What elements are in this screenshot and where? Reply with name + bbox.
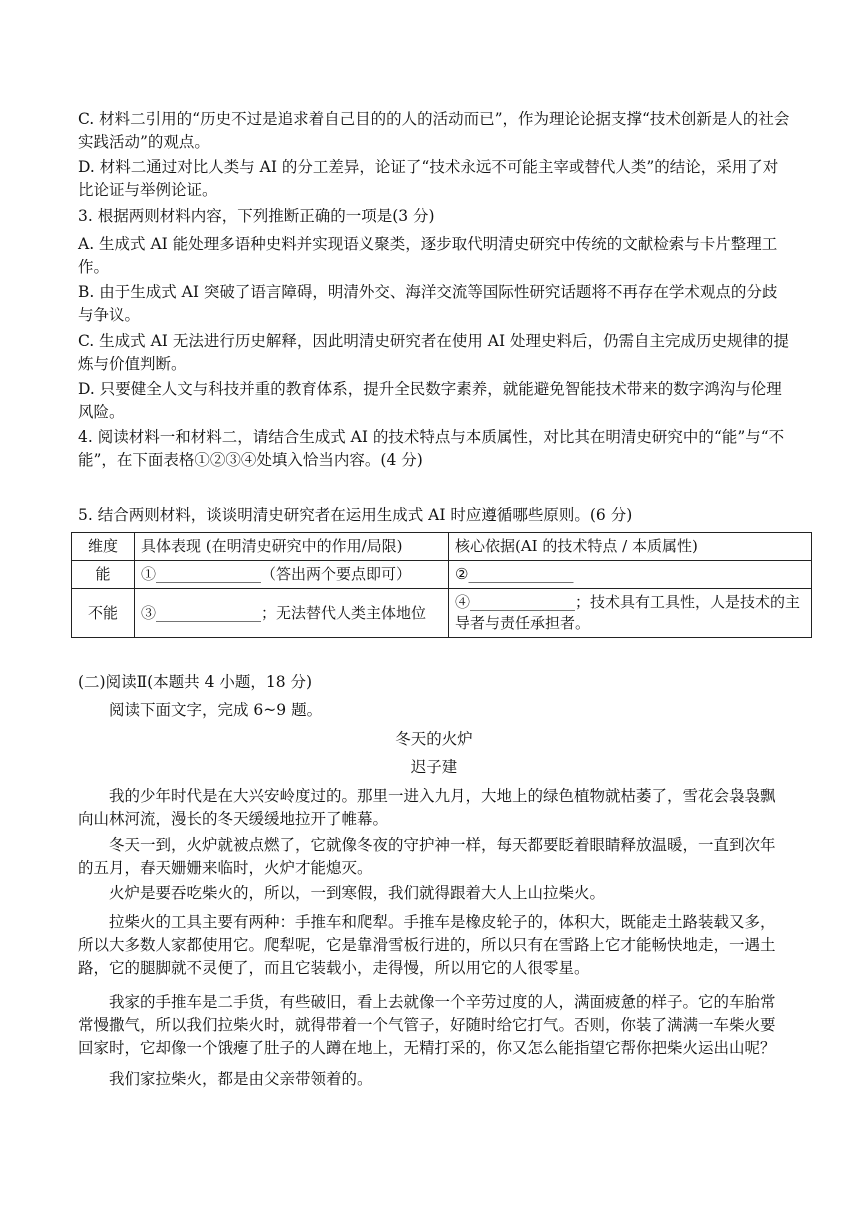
- table-cell: ②______________: [449, 561, 812, 589]
- option-3a: A. 生成式 AI 能处理多语种史料并实现语义聚类，逐步取代明清史研究中传统的文献检索与卡片整理工作。: [78, 235, 778, 276]
- table-row: [72, 589, 812, 638]
- table-row: [72, 561, 812, 589]
- option-2c: C. 材料二引用的“历史不过是追求着自己目的的人的活动而已”，作为理论论据支撑“技术创新是人的社会实践活动”的观点。: [78, 110, 790, 151]
- table-header-cell: 维度: [72, 533, 135, 561]
- story-paragraph: 拉柴火的工具主要有两种：手推车和爬犁。手推车是橡皮轮子的，体积大，既能走土路装载又多，所以大多数人家都使用它。爬犁呢，它是靠滑雪板行进的，所以只有在雪路上它才能畅快地走，一遇土路，它的腿脚就不灵便了，而且它装载小，走得慢，所以用它的人很零星。: [78, 913, 776, 977]
- story-author: 迟子建: [410, 758, 458, 776]
- table-header-cell: 核心依据(AI 的技术特点 / 本质属性): [449, 533, 812, 561]
- story-paragraph: 我的少年时代是在大兴安岭度过的。那里一进入九月，大地上的绿色植物就枯萎了，雪花会袅袅飘向山林河流，漫长的冬天缓缓地拉开了帷幕。: [78, 787, 776, 828]
- section-heading: (二)阅读Ⅱ(本题共 4 小题，18 分): [78, 673, 313, 691]
- answer-table: [71, 532, 812, 638]
- table-cell: ①______________（答出两个要点即可）: [135, 561, 449, 589]
- option-2d: D. 材料二通过对比人类与 AI 的分工差异，论证了“技术永远不可能主宰或替代人类”的结论，采用了对比论证与举例论证。: [78, 158, 779, 199]
- story-paragraph: 我们家拉柴火，都是由父亲带领着的。: [109, 1070, 373, 1088]
- question-3: 3. 根据两则材料内容，下列推断正确的一项是(3 分): [78, 207, 435, 225]
- table-cell: ③______________；无法替代人类主体地位: [135, 589, 449, 638]
- table-header-cell: 具体表现 (在明清史研究中的作用/局限): [135, 533, 449, 561]
- option-3b: B. 由于生成式 AI 突破了语言障碍，明清外交、海洋交流等国际性研究话题将不再存在学术观点的分歧与争议。: [78, 283, 778, 324]
- question-5: 5. 结合两则材料，谈谈明清史研究者在运用生成式 AI 时应遵循哪些原则。(6 分): [78, 506, 633, 524]
- question-4: 4. 阅读材料一和材料二，请结合生成式 AI 的技术特点与本质属性，对比其在明清史研究中的“能”与“不能”，在下面表格①②③④处填入恰当内容。(4 分): [78, 428, 785, 469]
- story-title: 冬天的火炉: [395, 730, 473, 748]
- section-instruction: 阅读下面文字，完成 6~9 题。: [109, 701, 323, 719]
- story-paragraph: 火炉是要吞吃柴火的，所以，一到寒假，我们就得跟着大人上山拉柴火。: [109, 884, 606, 902]
- story-paragraph: 我家的手推车是二手货，有些破旧，看上去就像一个辛劳过度的人，满面疲惫的样子。它的车胎常常慢撒气，所以我们拉柴火时，就得带着一个气管子，好随时给它打气。否则，你装了满满一车柴火要回家时，它却像一个饿瘪了肚子的人蹲在地上，无精打采的，你又怎么能指望它帮你把柴火运出山呢？: [78, 993, 776, 1057]
- table-cell: 能: [72, 561, 135, 589]
- option-3d: D. 只要健全人文与科技并重的教育体系，提升全民数字素养，就能避免智能技术带来的数字鸿沟与伦理风险。: [78, 380, 782, 421]
- table-cell: ④______________；技术具有工具性，人是技术的主导者与责任承担者。: [449, 589, 812, 638]
- table-cell: 不能: [72, 589, 135, 638]
- table-header-row: [72, 533, 812, 561]
- story-paragraph: 冬天一到，火炉就被点燃了，它就像冬夜的守护神一样，每天都要眨着眼睛释放温暖，一直到次年的五月，春天姗姗来临时，火炉才能熄灭。: [78, 836, 776, 877]
- option-3c: C. 生成式 AI 无法进行历史解释，因此明清史研究者在使用 AI 处理史料后，仍需自主完成历史规律的提炼与价值判断。: [78, 332, 790, 373]
